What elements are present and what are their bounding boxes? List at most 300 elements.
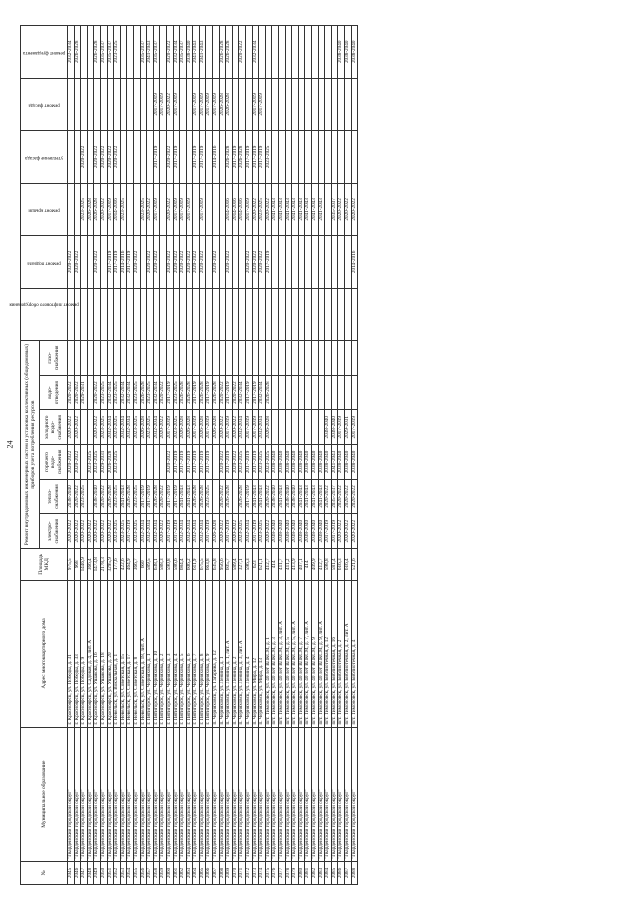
utility-period-cell <box>272 375 279 410</box>
utility-period-cell <box>351 375 358 410</box>
repair-period-cell <box>285 236 292 289</box>
repair-period-cell: 2020-2022 <box>246 236 253 289</box>
repair-period-cell <box>344 78 351 131</box>
repair-period-cell: 2041-2043 <box>147 26 154 79</box>
municipality-cell: "Гвардейский городской округ" <box>325 727 332 861</box>
row-number: 2062 <box>180 861 187 884</box>
repair-period-cell <box>213 288 220 341</box>
address-cell: г. Пятигорск, ул. Черняхова, д. 7 <box>193 580 200 727</box>
utility-period-cell: 2038-2040 <box>298 445 305 480</box>
address-cell: пгт. Тимоновск, ул. 40 лет ВЛКСМ, д. 5 <box>285 580 292 727</box>
utility-period-cell <box>272 410 279 445</box>
area-cell: 422,6 <box>120 549 127 581</box>
address-cell: г. Невельск, ул. Вокзальная, д. 1 <box>114 580 121 727</box>
repair-period-cell <box>68 288 75 341</box>
utility-period-cell: 2023-2025 <box>114 375 121 410</box>
repair-period-cell <box>311 78 318 131</box>
utility-period-cell: 2032-2034 <box>107 375 114 410</box>
utility-period-cell: 2038-2040 <box>272 514 279 549</box>
utility-period-cell: 2017-2019 <box>173 445 180 480</box>
repair-period-cell <box>298 26 305 79</box>
header-hot-water: горячего водо-снабжения <box>40 445 68 480</box>
municipality-cell: "Гвардейский городской округ" <box>344 727 351 861</box>
row-number: 2049 <box>94 861 101 884</box>
area-cell: 413,9 <box>292 549 299 581</box>
utility-period-cell: 2017-2019 <box>331 514 338 549</box>
header-area: Площадь МКД <box>21 549 68 581</box>
repair-period-cell <box>232 78 239 131</box>
utility-period-cell: 2020-2022 <box>74 445 81 480</box>
address-cell: п. Черняховск, ул. Ленина, д. 2 <box>232 580 239 727</box>
utility-period-cell: 2020-2022 <box>74 479 81 514</box>
utility-period-cell: 2023-2025 <box>114 445 121 480</box>
municipality-cell: "Гвардейский городской округ" <box>133 727 140 861</box>
area-cell: 611,9 <box>193 549 200 581</box>
repair-period-cell: 2041-2043 <box>311 183 318 236</box>
utility-period-cell <box>305 410 312 445</box>
utility-period-cell <box>226 341 233 376</box>
municipality-cell: "Гвардейский городской округ" <box>239 727 246 861</box>
municipality-cell: "Гвардейский городской округ" <box>285 727 292 861</box>
repair-period-cell: 2020-2022 <box>100 183 107 236</box>
utility-period-cell <box>186 341 193 376</box>
address-cell: пгт. Тимоновск, ул. 40 лет ВЛКСМ, д. 9 <box>311 580 318 727</box>
repair-period-cell: 2017-2019 <box>127 236 134 289</box>
utility-period-cell: 2026-2028 <box>127 479 134 514</box>
municipality-cell: "Гвардейский городской округ" <box>166 727 173 861</box>
address-cell: пгт. Тимоновск, ул. Библиотечная, д. 2, лит. А <box>344 580 351 727</box>
row-number: 2058 <box>153 861 160 884</box>
repair-period-cell: 2026-2028 <box>226 131 233 184</box>
utility-period-cell: 2032-2034 <box>127 410 134 445</box>
utility-period-cell <box>331 375 338 410</box>
repair-period-cell: 2020-2022 <box>239 26 246 79</box>
area-cell: 411,7 <box>279 549 286 581</box>
area-cell: 588,3 <box>160 549 167 581</box>
row-number: 2078 <box>285 861 292 884</box>
municipality-cell: "Гвардейский городской округ" <box>252 727 259 861</box>
repair-period-cell <box>206 288 213 341</box>
municipality-cell: "Гвардейский городской округ" <box>180 727 187 861</box>
utility-period-cell <box>285 341 292 376</box>
repair-period-cell <box>292 26 299 79</box>
repair-period-cell: 2035-2037 <box>180 26 187 79</box>
utility-period-cell: 2026-2028 <box>213 375 220 410</box>
utility-period-cell: 2038-2040 <box>344 445 351 480</box>
repair-period-cell: 2026-2028 <box>94 183 101 236</box>
utility-period-cell <box>344 341 351 376</box>
municipality-cell: "Гвардейский городской округ" <box>213 727 220 861</box>
utility-period-cell: 2038-2040 <box>285 445 292 480</box>
utility-period-cell: 2020-2022 <box>219 410 226 445</box>
repair-period-cell <box>213 183 220 236</box>
utility-period-cell <box>127 445 134 480</box>
municipality-cell: "Гвардейский городской округ" <box>311 727 318 861</box>
row-number: 2083 <box>318 861 325 884</box>
utility-period-cell <box>298 410 305 445</box>
utility-period-cell: 2023-2025 <box>173 375 180 410</box>
repair-period-cell <box>272 236 279 289</box>
repair-period-cell <box>331 288 338 341</box>
row-number: 2081 <box>305 861 312 884</box>
utility-period-cell <box>305 375 312 410</box>
utility-period-cell: 2032-2034 <box>259 410 266 445</box>
municipality-cell: "Гвардейский городской округ" <box>186 727 193 861</box>
repair-period-cell <box>219 288 226 341</box>
utility-period-cell <box>213 341 220 376</box>
utility-period-cell: 2020-2022 <box>74 514 81 549</box>
repair-period-cell: 2020-2022 <box>166 236 173 289</box>
area-cell: 621,1 <box>259 549 266 581</box>
repair-period-cell <box>344 288 351 341</box>
repair-period-cell: 2041-2043 <box>292 183 299 236</box>
row-number: 2070 <box>232 861 239 884</box>
repair-period-cell: 2020-2022 <box>173 236 180 289</box>
utility-period-cell: 2026-2028 <box>213 410 220 445</box>
utility-period-cell <box>100 341 107 376</box>
utility-period-cell: 2038-2040 <box>311 514 318 549</box>
utility-period-cell <box>292 341 299 376</box>
repair-period-cell: 2017-2019 <box>114 236 121 289</box>
repair-period-cell: 2014-2016 <box>114 183 121 236</box>
repair-period-cell: 2017-2019 <box>193 131 200 184</box>
area-cell: 635,8 <box>213 549 220 581</box>
utility-period-cell <box>107 341 114 376</box>
repair-period-cell <box>292 236 299 289</box>
utility-period-cell: 2023-2025 <box>100 410 107 445</box>
utility-period-cell <box>147 445 154 480</box>
utility-period-cell: 2032-2034 <box>199 514 206 549</box>
repair-period-cell: 2020-2022 <box>166 26 173 79</box>
repair-period-cell: 2026-2028 <box>74 26 81 79</box>
utility-period-cell: 2023-2025 <box>259 514 266 549</box>
utility-period-cell: 2038-2040 <box>338 445 345 480</box>
repair-period-cell <box>265 78 272 131</box>
utility-period-cell: 2020-2022 <box>68 410 75 445</box>
address-cell: г. Пятигорск, ул. Черняхова, д. 8 <box>199 580 206 727</box>
address-cell: г. Пятигорск, ул. Черняхова, д. 1 <box>147 580 154 727</box>
header-basement: ремонт подвала <box>21 236 68 289</box>
repair-period-cell: 2026-2028 <box>87 183 94 236</box>
area-cell: 638,1 <box>153 549 160 581</box>
table-row <box>127 26 134 885</box>
repair-period-cell <box>206 26 213 79</box>
utility-period-cell: 2032-2034 <box>153 375 160 410</box>
municipality-cell: "Гвардейский городской округ" <box>232 727 239 861</box>
table-row <box>351 26 358 885</box>
table-row <box>153 26 160 885</box>
utility-period-cell: 2017-2019 <box>173 514 180 549</box>
header-drainage: водо-отведения <box>40 375 68 410</box>
row-number: 2074 <box>259 861 266 884</box>
utility-period-cell: 2020-2022 <box>338 514 345 549</box>
area-cell: 1473,8 <box>94 549 101 581</box>
row-number: 2045 <box>68 861 75 884</box>
utility-period-cell <box>351 341 358 376</box>
repair-period-cell: 2023-2025 <box>140 183 147 236</box>
repair-period-cell <box>305 26 312 79</box>
municipality-cell: "Гвардейский городской округ" <box>331 727 338 861</box>
table-row <box>140 26 147 885</box>
utility-period-cell: 2017-2019 <box>140 479 147 514</box>
utility-period-cell <box>279 341 286 376</box>
repair-period-cell: 2038-2040 <box>186 26 193 79</box>
utility-period-cell: 2032-2034 <box>153 410 160 445</box>
utility-period-cell <box>279 375 286 410</box>
header-facade: ремонт фасада <box>21 78 68 131</box>
utility-period-cell: 2020-2022 <box>351 514 358 549</box>
repair-period-cell <box>338 236 345 289</box>
municipality-cell: "Гвардейский городской округ" <box>351 727 358 861</box>
utility-period-cell <box>94 341 101 376</box>
repair-period-cell: 2017-2019 <box>199 183 206 236</box>
repair-period-cell <box>94 288 101 341</box>
repair-period-cell: 2020-2022 <box>107 131 114 184</box>
row-number: 2087 <box>344 861 351 884</box>
row-number: 2079 <box>292 861 299 884</box>
municipality-cell: "Гвардейский городской округ" <box>153 727 160 861</box>
municipality-cell: "Гвардейский городской округ" <box>140 727 147 861</box>
repair-period-cell: 2020-2022 <box>199 236 206 289</box>
address-cell: г. Пятигорск, ул. Черняхова, д. 2 <box>160 580 167 727</box>
area-cell: 598,8 <box>325 549 332 581</box>
repair-period-cell: 2017-2019 <box>180 183 187 236</box>
utility-period-cell <box>120 341 127 376</box>
utility-period-cell <box>153 445 160 480</box>
repair-period-cell <box>133 288 140 341</box>
repair-period-cell: 2041-2043 <box>305 183 312 236</box>
utility-period-cell: 2023-2025 <box>94 445 101 480</box>
repair-period-cell <box>292 78 299 131</box>
utility-period-cell <box>239 341 246 376</box>
area-cell: 3295,9 <box>107 549 114 581</box>
utility-period-cell: 2017-2019 <box>246 445 253 480</box>
repair-period-cell: 2023-2025 <box>114 26 121 79</box>
repair-period-cell <box>140 131 147 184</box>
row-number: 2069 <box>226 861 233 884</box>
repair-period-cell <box>226 288 233 341</box>
header-elevator: ремонт лифтового оборудования <box>21 288 68 341</box>
row-number: 2085 <box>331 861 338 884</box>
municipality-cell: "Гвардейский городской округ" <box>160 727 167 861</box>
utility-period-cell <box>206 341 213 376</box>
repair-period-cell: 2020-2022 <box>166 183 173 236</box>
repair-period-cell: 2041-2043 <box>272 183 279 236</box>
repair-period-cell: 2026-2028 <box>226 26 233 79</box>
repair-period-cell: 2017-2019 <box>153 183 160 236</box>
utility-period-cell: 2020-2022 <box>338 479 345 514</box>
municipality-cell: "Гвардейский городской округ" <box>305 727 312 861</box>
repair-period-cell: 2041-2043 <box>298 183 305 236</box>
utility-period-cell: 2038-2040 <box>311 445 318 480</box>
repair-period-cell: 2038-2040 <box>351 26 358 79</box>
row-number: 2046 <box>74 861 81 884</box>
utility-period-cell: 2041-2043 <box>252 479 259 514</box>
area-cell: 1446,9 <box>81 549 88 581</box>
utility-period-cell: 2041-2043 <box>331 445 338 480</box>
header-cold-water: холодного водо-снабжения <box>40 410 68 445</box>
repair-period-cell <box>100 78 107 131</box>
repair-period-cell: 2017-2019 <box>246 183 253 236</box>
repair-period-cell <box>120 26 127 79</box>
municipality-cell: "Гвардейский городской округ" <box>318 727 325 861</box>
utility-period-cell: 2023-2025 <box>133 514 140 549</box>
table-row <box>166 26 173 885</box>
utility-period-cell: 2020-2022 <box>68 445 75 480</box>
repair-period-cell <box>331 131 338 184</box>
repair-period-cell <box>285 26 292 79</box>
area-cell: 414 <box>272 549 279 581</box>
repair-period-cell <box>180 288 187 341</box>
utility-period-cell: 2017-2019 <box>206 445 213 480</box>
utility-period-cell: 2041-2043 <box>279 479 286 514</box>
address-cell: г. Пятигорск, ул. Черняхова, д. 4 <box>173 580 180 727</box>
utility-period-cell: 2017-2019 <box>206 410 213 445</box>
utility-period-cell: 2017-2019 <box>206 514 213 549</box>
repair-period-cell: 2020-2022 <box>100 131 107 184</box>
municipality-cell: "Гвардейский городской округ" <box>100 727 107 861</box>
utility-period-cell: 2026-2028 <box>140 410 147 445</box>
address-cell: г. Красноярск, ул. Ушакова, д. 18 <box>100 580 107 727</box>
area-cell: 412,7 <box>318 549 325 581</box>
utility-period-cell <box>305 341 312 376</box>
utility-period-cell: 2026-2028 <box>140 375 147 410</box>
utility-period-cell: 2032-2034 <box>180 514 187 549</box>
utility-period-cell: 2020-2022 <box>265 479 272 514</box>
utility-period-cell: 2038-2040 <box>68 479 75 514</box>
utility-period-cell: 2038-2040 <box>94 479 101 514</box>
municipality-cell: "Гвардейский городской округ" <box>199 727 206 861</box>
repair-period-cell <box>259 26 266 79</box>
repair-period-cell <box>127 78 134 131</box>
utility-period-cell <box>285 375 292 410</box>
utility-period-cell <box>81 341 88 376</box>
repair-period-cell <box>318 78 325 131</box>
area-cell: 956,6 <box>219 549 226 581</box>
address-cell: г. Красноярск, ул. Ушакова, д. 20 <box>107 580 114 727</box>
utility-period-cell: 2020-2022 <box>219 445 226 480</box>
repair-period-cell <box>232 236 239 289</box>
utility-period-cell: 2017-2019 <box>147 479 154 514</box>
repair-period-cell <box>351 288 358 341</box>
repair-period-cell <box>344 131 351 184</box>
utility-period-cell: 2032-2034 <box>153 514 160 549</box>
utility-period-cell: 2038-2040 <box>318 514 325 549</box>
row-number: 2086 <box>338 861 345 884</box>
utility-period-cell: 2026-2028 <box>265 375 272 410</box>
header-foundation: ремонт фундамента <box>21 26 68 79</box>
repair-period-cell <box>239 288 246 341</box>
repair-period-cell: 2032-2034 <box>173 26 180 79</box>
utility-period-cell: 2017-2019 <box>252 410 259 445</box>
address-cell: пгт. Тимоновск, ул. Библиотечная, д. 16 <box>331 580 338 727</box>
repair-period-cell <box>292 288 299 341</box>
municipality-cell: "Гвардейский городской округ" <box>87 727 94 861</box>
utility-period-cell: 2020-2022 <box>351 479 358 514</box>
repair-period-cell <box>68 78 75 131</box>
repair-period-cell <box>318 26 325 79</box>
utility-period-cell: 2032-2034 <box>120 410 127 445</box>
repair-period-cell: 2041-2043 <box>318 183 325 236</box>
row-number: 2082 <box>311 861 318 884</box>
address-cell: пгт. Тимоновск, ул. 40 лет ВЛКСМ, д. 3, лит. А <box>279 580 286 727</box>
repair-period-cell: 2017-2019 <box>199 131 206 184</box>
address-cell: г. Невельск, ул. Советская, д. 17 <box>127 580 134 727</box>
utility-period-cell: 2038-2040 <box>292 479 299 514</box>
utility-period-cell <box>272 341 279 376</box>
row-number: 2047 <box>81 861 88 884</box>
repair-period-cell: 2017-2019 <box>246 131 253 184</box>
row-number: 2055 <box>133 861 140 884</box>
address-cell: пгт. Тимоновск, ул. 40 лет ВЛКСМ, д. 5, лит. А <box>292 580 299 727</box>
utility-period-cell: 2017-2019 <box>252 514 259 549</box>
municipality-cell: "Гвардейский городской округ" <box>107 727 114 861</box>
utility-period-cell: 2020-2022 <box>265 514 272 549</box>
row-number: 2080 <box>298 861 305 884</box>
row-number: 2057 <box>147 861 154 884</box>
utility-period-cell: 2020-2022 <box>344 514 351 549</box>
utility-period-cell <box>298 341 305 376</box>
row-number: 2060 <box>166 861 173 884</box>
address-cell: пгт. Тимоновск, ул. Библиотечная, д. 4 <box>351 580 358 727</box>
utility-period-cell <box>331 341 338 376</box>
utility-period-cell: 2038-2040 <box>305 514 312 549</box>
area-cell: 660 <box>140 549 147 581</box>
repair-period-cell <box>133 131 140 184</box>
utility-period-cell: 2032-2034 <box>186 514 193 549</box>
utility-period-cell: 2026-2028 <box>213 514 220 549</box>
municipality-cell: "Гвардейский городской округ" <box>94 727 101 861</box>
utility-period-cell <box>81 410 88 445</box>
address-cell: п. Черняховск, ул. Мира, д. 13 <box>259 580 266 727</box>
utility-period-cell <box>140 341 147 376</box>
repair-period-cell <box>107 288 114 341</box>
row-number: 2084 <box>325 861 332 884</box>
municipality-cell: "Гвардейский городской округ" <box>193 727 200 861</box>
repair-period-cell: 2038-2040 <box>344 26 351 79</box>
utility-period-cell: 2017-2019 <box>351 410 358 445</box>
repair-period-cell <box>140 78 147 131</box>
area-cell: 327,1 <box>239 549 246 581</box>
repair-period-cell <box>272 78 279 131</box>
repair-period-cell <box>127 26 134 79</box>
repair-period-cell <box>285 288 292 341</box>
repair-period-cell <box>114 78 121 131</box>
page-number: 24 <box>5 440 15 449</box>
area-cell: 616,4 <box>344 549 351 581</box>
repair-period-cell <box>180 78 187 131</box>
repair-period-cell: 2014-2016 <box>232 183 239 236</box>
area-cell: 675,5 <box>199 549 206 581</box>
utility-period-cell <box>173 341 180 376</box>
row-number: 2071 <box>239 861 246 884</box>
utility-period-cell: 2026-2028 <box>265 410 272 445</box>
address-cell: г. Красноярск, ул. Ушакова, д. 16 <box>94 580 101 727</box>
utility-period-cell: 2038-2040 <box>285 514 292 549</box>
header-facade-insulation: утепление фасада <box>21 131 68 184</box>
repair-period-cell: 2032-2034 <box>252 26 259 79</box>
row-number: 2048 <box>87 861 94 884</box>
utility-period-cell: 2032-2034 <box>239 410 246 445</box>
address-cell: г. Пятигорск, ул. Черняхова, д. 9 <box>206 580 213 727</box>
repair-period-cell <box>331 236 338 289</box>
utility-period-cell <box>74 341 81 376</box>
utility-period-cell: 2023-2025 <box>87 445 94 480</box>
repair-period-cell <box>68 131 75 184</box>
area-cell: 2178,3 <box>100 549 107 581</box>
utility-period-cell: 2020-2022 <box>160 479 167 514</box>
row-number: 2053 <box>120 861 127 884</box>
